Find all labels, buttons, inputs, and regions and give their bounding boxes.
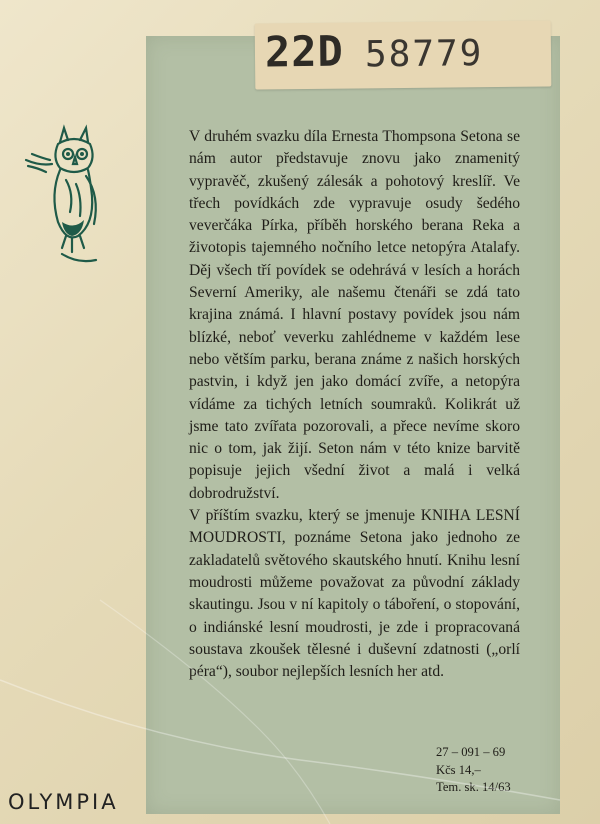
owl-icon: [22, 124, 112, 272]
publication-info: [436, 744, 536, 797]
blurb-text: [189, 126, 520, 683]
blurb-paragraph: V druhém svazku díla Ernesta Thompsona Setona se nám autor představuje znovu jako znamenitý vypravěč, zkušený zálesák a pohotový kreslíř. Ve třech povídkách zde vypravuje osudy šedého veverčáka Pírka, příběh horského berana Reka a životopis tajemného nočního letce netopýra Atalafy. Děj všech tří povídek se odehrává v lesích a horách Severní Ameriky, ale našemu čtenáři se zdá tato krajina známá. I hlavní postavy povídek jsou nám blízké, neboť veverku zahlédneme v každém lese nebo větším parku, berana známe z našich horských pastvin, i když jen jako domácí zvíře, a netopýra vídáme za tichých letních soumraků. Kolikrát už jsme tato zvířata pozorovali, a přece nevíme skoro nic o tom, jak žijí. Seton nám v této knize barvitě popisuje jejich všední život a malá i velká dobrodružství.: [189, 128, 520, 502]
price: Kčs 14,–: [436, 762, 481, 777]
blurb-paragraph: V příštím svazku, který se jmenuje KNIHA LESNÍ MOUDROSTI, poznáme Setona jako jednoho ze zakladatelů světového skautského hnutí. Knihu lesní moudrosti můžeme považovat za původní základy skautingu. Jsou v ní kapitoly o táboření, o stopování, o indiánské lesní moudrosti, je zde i propracovaná soustava zkoušek tělesné i duševní zdatnosti („orlí péra“), soubor nejlepších lesních her atd.: [189, 507, 520, 681]
inventory-label: [255, 20, 552, 89]
inventory-label-number: 58779: [364, 33, 484, 76]
inventory-label-prefix: 22D: [264, 26, 345, 77]
category-code: Tem. sk. 14/63: [436, 780, 511, 794]
publisher-logo: OLYMPIA: [8, 790, 119, 814]
publication-code: 27 – 091 – 69: [436, 745, 506, 759]
